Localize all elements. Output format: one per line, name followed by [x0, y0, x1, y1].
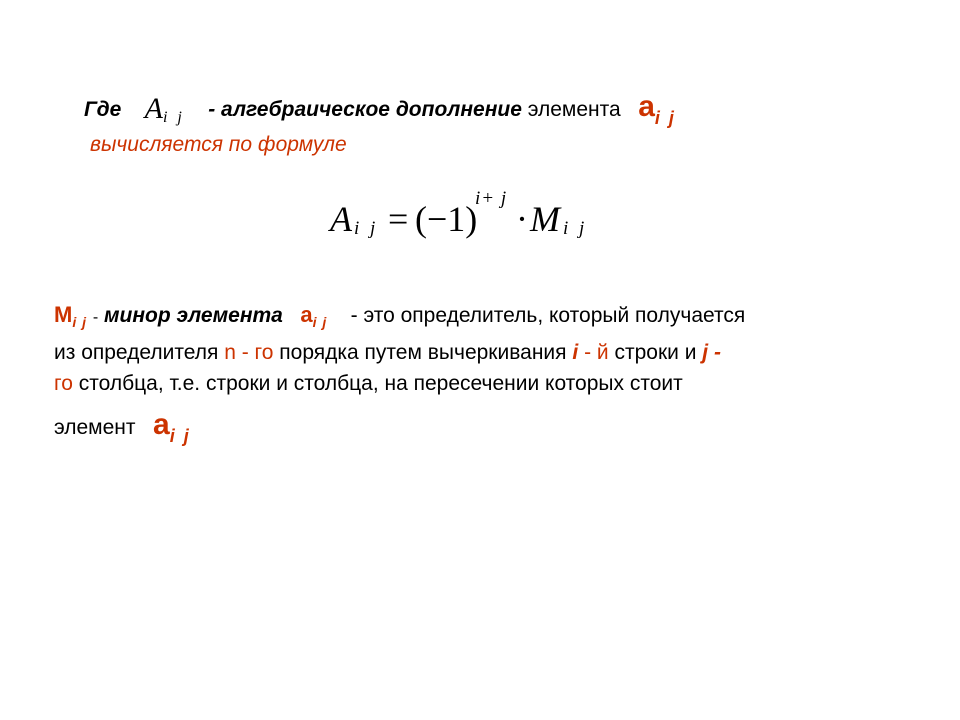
- minor-element-a: a: [300, 302, 313, 327]
- symbol-A-subscript: i j: [162, 109, 185, 126]
- minor-dash: -: [92, 309, 99, 326]
- minor-M: M: [54, 302, 73, 327]
- index-j: j -: [702, 341, 721, 364]
- minor-definition-line-4: [54, 408, 191, 446]
- algebraic-complement-term: - алгебраическое дополнение: [208, 98, 522, 121]
- order-n: n - го: [224, 341, 274, 364]
- formula-dot: ·: [516, 199, 528, 239]
- element-a: a: [638, 90, 655, 123]
- index-j-suffix: го: [54, 372, 73, 395]
- minor-definition-line-1: [54, 300, 745, 333]
- formula-equals: =: [388, 199, 409, 239]
- definition-line: [84, 92, 676, 127]
- minor-M-subscript: i j: [72, 314, 87, 330]
- symbol-A: A: [144, 92, 163, 125]
- column-text: столбца, т.е. строки и столбца, на пересечении которых стоит: [78, 372, 683, 395]
- formula-M-subscript: i j: [563, 218, 588, 239]
- minor-element-a-subscript: i j: [312, 314, 328, 330]
- crossing-out-text: порядка путем вычеркивания: [279, 341, 567, 364]
- formula-A-subscript: i j: [354, 218, 379, 239]
- minor-definition-rest: - это определитель, который получается: [350, 304, 746, 327]
- final-element-a: a: [153, 408, 170, 441]
- from-determinant: из определителя: [54, 341, 219, 364]
- where-word: Где: [84, 98, 122, 121]
- formula-exponent: i+ j: [475, 188, 508, 209]
- computed-by-formula: вычисляется по формуле: [90, 133, 347, 156]
- minor-definition-line-2: [54, 338, 721, 368]
- row-and-text: строки и: [614, 341, 697, 364]
- cofactor-formula: [330, 188, 590, 256]
- index-i: i: [572, 341, 579, 364]
- element-a-subscript: i j: [654, 108, 676, 128]
- index-i-suffix: - й: [584, 341, 609, 364]
- element-word: элемента: [527, 98, 621, 121]
- formula-minus-one: (−1): [415, 199, 478, 239]
- final-element-a-subscript: i j: [169, 426, 191, 446]
- minor-term: минор элемента: [104, 304, 283, 327]
- minor-definition-line-3: [54, 369, 683, 399]
- formula-M: M: [530, 199, 560, 239]
- formula-A: A: [330, 199, 352, 239]
- element-word-2: элемент: [54, 416, 136, 439]
